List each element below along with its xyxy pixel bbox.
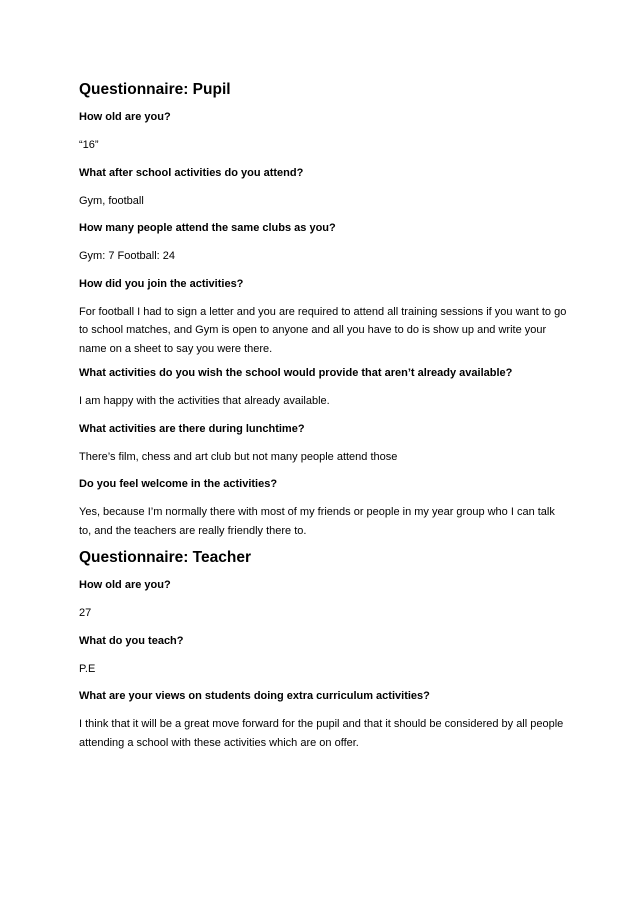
pupil-question-3: How many people attend the same clubs as you? bbox=[79, 222, 336, 234]
teacher-question-3: What are your views on students doing extra curriculum activities? bbox=[79, 690, 430, 702]
pupil-question-6: What activities are there during lunchtime? bbox=[79, 422, 305, 435]
teacher-answer-1: 27 bbox=[79, 607, 92, 619]
pupil-question-2: What after school activities do you attend? bbox=[79, 166, 304, 179]
pupil-answer-4: For football I had to sign a letter and you are required to attend all training sessions if you want to go to school matches, and Gym is open to anyone and all you have to do is show up and write your name on a sheet to say you were there. bbox=[79, 305, 567, 355]
pupil-answer-7: Yes, because I’m normally there with most of my friends or people in my year group who I can talk to, and the teachers are really friendly there to. bbox=[79, 506, 555, 537]
teacher-question-2: What do you teach? bbox=[79, 634, 184, 647]
pupil-answer-2: Gym, football bbox=[79, 194, 144, 207]
pupil-answer-1: “16” bbox=[79, 139, 99, 151]
teacher-answer-3: I think that it will be a great move forward for the pupil and that it should be considered by all people attending a school with these activities which are on offer. bbox=[79, 718, 564, 749]
pupil-question-4: How did you join the activities? bbox=[79, 277, 244, 290]
teacher-answer-2: P.E bbox=[79, 662, 96, 675]
pupil-question-1: How old are you? bbox=[79, 111, 171, 123]
document-page bbox=[79, 80, 569, 760]
teacher-question-1: How old are you? bbox=[79, 579, 171, 591]
pupil-answer-3: Gym: 7 Football: 24 bbox=[79, 250, 175, 262]
pupil-answer-5: I am happy with the activities that already available. bbox=[79, 395, 330, 407]
pupil-question-7: Do you feel welcome in the activities? bbox=[79, 478, 278, 490]
pupil-question-5: What activities do you wish the school would provide that aren’t already available? bbox=[79, 367, 513, 379]
pupil-section bbox=[79, 80, 569, 540]
teacher-section bbox=[79, 548, 569, 752]
pupil-section-title: Questionnaire: Pupil bbox=[79, 81, 231, 98]
pupil-answer-6: There’s film, chess and art club but not many people attend those bbox=[79, 450, 398, 463]
teacher-section-title: Questionnaire: Teacher bbox=[79, 549, 251, 566]
